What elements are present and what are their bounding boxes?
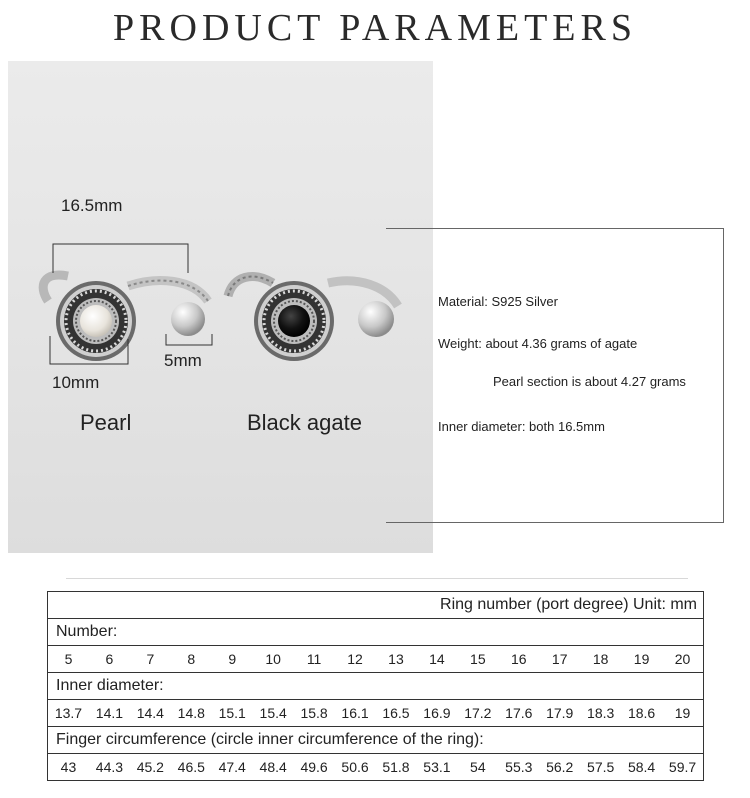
table-cell: 15.8	[300, 705, 328, 721]
table-cell: 13.7	[54, 705, 83, 721]
table-cell: 18.6	[627, 705, 656, 721]
table-cell: 57.5	[587, 759, 615, 775]
page-title: PRODUCT PARAMETERS	[113, 7, 637, 49]
table-cell: 8	[187, 651, 196, 667]
table-cell: 10	[265, 651, 281, 667]
table-cell: 9	[228, 651, 237, 667]
inner-diameter-row	[48, 700, 703, 726]
table-row	[48, 619, 704, 646]
table-cell: 53.1	[423, 759, 451, 775]
table-cell: 15.1	[218, 705, 246, 721]
table-cell: 51.8	[382, 759, 410, 775]
table-cell: 13	[388, 651, 404, 667]
table-cell: 6	[105, 651, 114, 667]
table-cell: 16	[510, 651, 527, 667]
spec-weight-pearl: Pearl section is about 4.27 grams	[493, 374, 686, 389]
rings-illustration	[8, 61, 433, 553]
table-cell: 55.3	[505, 759, 533, 775]
table-cell: 17	[551, 651, 568, 667]
pearl-ring	[43, 275, 208, 361]
divider	[66, 578, 688, 579]
agate-ring	[228, 277, 398, 361]
table-cell: 14	[429, 651, 445, 667]
table-cell: 16.1	[341, 705, 369, 721]
table-cell: 45.2	[136, 759, 164, 775]
table-cell: 43	[60, 759, 77, 775]
table-header: Ring number (port degree) Unit: mm	[48, 592, 704, 619]
spec-inner-diameter: Inner diameter: both 16.5mm	[438, 419, 605, 434]
table-row	[48, 700, 704, 727]
table-cell: 12	[347, 651, 363, 667]
dimension-bead-size: 5mm	[164, 351, 202, 370]
table-cell: 16.5	[382, 705, 410, 721]
table-cell: 47.4	[218, 759, 246, 775]
table-row	[48, 754, 704, 781]
table-cell: 49.6	[300, 759, 328, 775]
table-cell: 19	[674, 705, 691, 721]
inner-diameter-label: Inner diameter:	[48, 673, 704, 700]
table-cell: 58.4	[627, 759, 656, 775]
table-cell: 18.3	[587, 705, 615, 721]
table-cell: 14.8	[177, 705, 205, 721]
table-cell: 15	[470, 651, 486, 667]
table-cell: 17.2	[464, 705, 492, 721]
caption-pearl: Pearl	[80, 410, 132, 435]
table-cell: 15.4	[259, 705, 287, 721]
table-row	[48, 673, 704, 700]
table-cell: 54	[470, 759, 486, 775]
table-cell: 20	[674, 651, 691, 667]
table-cell: 17.9	[546, 705, 574, 721]
specs-box	[386, 228, 724, 523]
table-cell: 48.4	[259, 759, 287, 775]
table-row	[48, 727, 704, 754]
dimension-pearl-size: 10mm	[52, 373, 100, 392]
caption-black-agate: Black agate	[247, 410, 362, 435]
table-cell: 59.7	[668, 759, 697, 775]
table-cell: 18	[592, 651, 609, 667]
table-cell: 44.3	[95, 759, 124, 775]
finger-circumference-label: Finger circumference (circle inner circumference of the ring):	[48, 727, 704, 754]
table-row	[48, 592, 704, 619]
table-cell: 7	[146, 651, 155, 667]
table-cell: 46.5	[177, 759, 205, 775]
table-cell: 50.6	[341, 759, 369, 775]
size-table	[47, 591, 704, 781]
table-cell: 16.9	[423, 705, 451, 721]
spec-weight: Weight: about 4.36 grams of agate	[438, 336, 638, 351]
table-cell: 17.6	[505, 705, 533, 721]
number-label: Number:	[48, 619, 704, 646]
product-photo	[8, 61, 433, 553]
numbers-row	[48, 646, 703, 672]
finger-circumference-row	[48, 754, 703, 780]
table-cell: 11	[306, 651, 322, 667]
table-cell: 56.2	[546, 759, 574, 775]
table-cell: 14.4	[136, 705, 164, 721]
table-cell: 5	[64, 651, 73, 667]
table-cell: 14.1	[95, 705, 124, 721]
dimension-width: 16.5mm	[61, 196, 123, 215]
table-cell: 19	[633, 651, 650, 667]
table-row	[48, 646, 704, 673]
spec-material: Material: S925 Silver	[438, 294, 558, 309]
